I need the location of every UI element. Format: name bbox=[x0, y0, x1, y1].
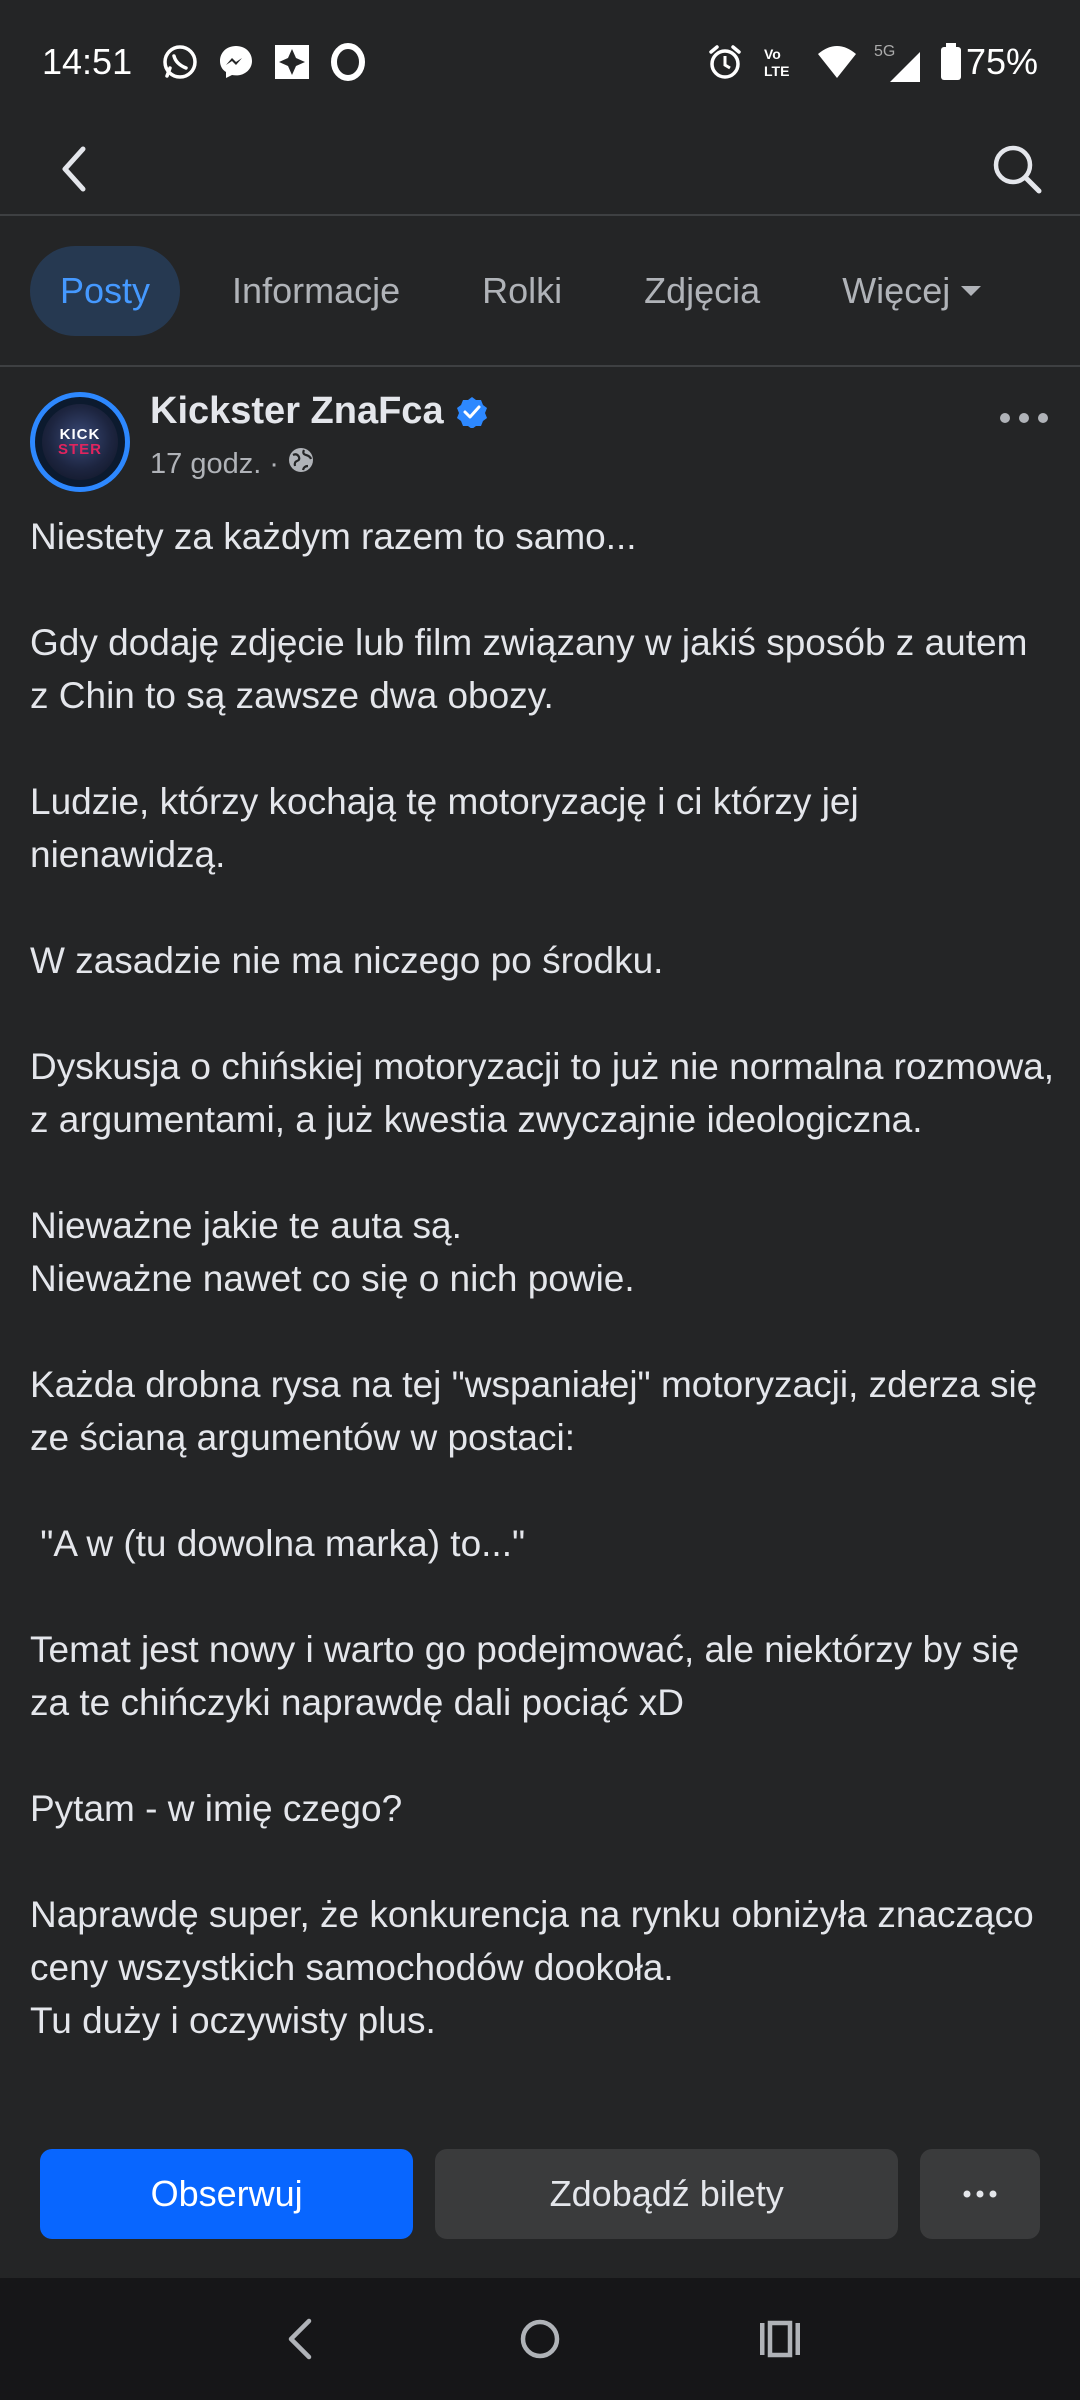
post-header bbox=[30, 390, 1050, 500]
avatar-text: KICK bbox=[59, 426, 101, 443]
alarm-icon bbox=[706, 43, 744, 81]
app-icon bbox=[272, 42, 312, 82]
tab-posts[interactable] bbox=[30, 246, 180, 336]
chevron-left-icon bbox=[285, 2317, 315, 2361]
verified-badge-icon bbox=[456, 396, 488, 428]
divider bbox=[0, 214, 1080, 216]
tab-about[interactable] bbox=[202, 246, 430, 336]
meta-separator: · bbox=[269, 447, 279, 480]
post-line: Nieważne nawet co się o nich powie. bbox=[30, 1258, 635, 1299]
avatar-logo bbox=[42, 404, 118, 480]
post-text bbox=[30, 510, 1065, 2047]
post-line: "A w (tu dowolna marka) to..." bbox=[30, 1523, 526, 1564]
caret-down-icon bbox=[958, 281, 984, 301]
post-line: Nieważne jakie te auta są. bbox=[30, 1205, 462, 1246]
post-meta bbox=[150, 446, 315, 482]
post-line: Niestety za każdym razem to samo... bbox=[30, 516, 637, 557]
whatsapp-icon bbox=[160, 42, 200, 82]
volte-icon bbox=[760, 43, 800, 81]
paragraph-spacer bbox=[30, 563, 1055, 616]
globe-icon bbox=[287, 446, 315, 482]
page-name[interactable] bbox=[150, 390, 488, 433]
post-line: Naprawdę super, że konkurencja na rynku obniżyła znacząco ceny wszystkich samochodów dookoła. bbox=[30, 1894, 1044, 1988]
post-line: Temat jest nowy i warto go podejmować, ale niektórzy by się za te chińczyki naprawdę dali pociąć xD bbox=[30, 1629, 1030, 1723]
post-line: W zasadzie nie ma niczego po środku. bbox=[30, 940, 664, 981]
post-time: 17 godz. bbox=[150, 447, 262, 480]
paragraph-spacer bbox=[30, 1570, 1055, 1623]
status-time: 14:51 bbox=[42, 41, 133, 82]
follow-button[interactable] bbox=[40, 2149, 413, 2239]
tab-bar bbox=[30, 246, 1080, 336]
system-home-button[interactable] bbox=[500, 2299, 580, 2379]
5g-signal-icon bbox=[874, 40, 924, 84]
search-icon bbox=[991, 143, 1043, 195]
svg-text:5G: 5G bbox=[873, 43, 896, 60]
paragraph-spacer bbox=[30, 1464, 1055, 1517]
tab-label: Informacje bbox=[232, 270, 401, 311]
paragraph-spacer bbox=[30, 1729, 1055, 1782]
tab-photos[interactable] bbox=[614, 246, 790, 336]
battery-level: 75% bbox=[965, 41, 1038, 82]
tab-label: Rolki bbox=[482, 270, 563, 311]
author-name: Kickster ZnaFca bbox=[150, 390, 444, 432]
battery-icon bbox=[940, 43, 962, 81]
status-right bbox=[690, 40, 1038, 84]
paragraph-spacer bbox=[30, 881, 1055, 934]
post-options-button[interactable] bbox=[994, 398, 1054, 438]
paragraph-spacer bbox=[30, 1305, 1055, 1358]
tab-label: Zdjęcia bbox=[644, 270, 761, 311]
tab-more[interactable] bbox=[812, 246, 1014, 336]
status-bar bbox=[0, 0, 1080, 124]
post-line: Pytam - w imię czego? bbox=[30, 1788, 403, 1829]
post-line: Dyskusja o chińskiej motoryzacji to już nie normalna rozmowa, z argumentami, a już kwestia zwyczajnie ideologiczna. bbox=[30, 1046, 1065, 1140]
recent-apps-icon bbox=[758, 2319, 802, 2359]
system-navigation-bar bbox=[0, 2278, 1080, 2400]
tab-label: Więcej bbox=[842, 270, 951, 311]
avatar-text: STER bbox=[57, 441, 102, 458]
avatar[interactable] bbox=[30, 392, 130, 492]
opera-icon bbox=[328, 42, 368, 82]
system-recents-button[interactable] bbox=[740, 2299, 820, 2379]
paragraph-spacer bbox=[30, 1146, 1055, 1199]
home-circle-icon bbox=[518, 2317, 562, 2361]
more-horizontal-icon bbox=[963, 2189, 997, 2199]
wifi-icon bbox=[816, 44, 858, 80]
paragraph-spacer bbox=[30, 1835, 1055, 1888]
messenger-icon bbox=[216, 42, 256, 82]
post-line: Ludzie, którzy kochają tę motoryzację i ci którzy jej nienawidzą. bbox=[30, 781, 869, 875]
status-left bbox=[42, 41, 384, 83]
post-line: Tu duży i oczywisty plus. bbox=[30, 2000, 436, 2041]
system-back-button[interactable] bbox=[260, 2299, 340, 2379]
tab-label: Posty bbox=[60, 270, 151, 311]
svg-text:LTE: LTE bbox=[763, 63, 790, 79]
top-nav bbox=[0, 124, 1080, 214]
paragraph-spacer bbox=[30, 987, 1055, 1040]
post-line: Gdy dodaję zdjęcie lub film związany w jakiś sposób z autem z Chin to są zawsze dwa obozy. bbox=[30, 622, 1038, 716]
post-line: Każda drobna rysa na tej "wspaniałej" motoryzacji, zderza się ze ścianą argumentów w postaci: bbox=[30, 1364, 1048, 1458]
paragraph-spacer bbox=[30, 722, 1055, 775]
get-tickets-button[interactable] bbox=[435, 2149, 898, 2239]
more-actions-button[interactable] bbox=[920, 2149, 1040, 2239]
divider bbox=[0, 365, 1080, 367]
follow-label: Obserwuj bbox=[150, 2173, 303, 2214]
tab-reels[interactable] bbox=[452, 246, 592, 336]
page-actions bbox=[40, 2149, 1040, 2239]
more-horizontal-icon bbox=[999, 412, 1049, 424]
search-button[interactable] bbox=[982, 134, 1052, 204]
svg-text:Vo: Vo bbox=[763, 46, 781, 62]
tickets-label: Zdobądź bilety bbox=[549, 2173, 784, 2214]
arrow-left-icon bbox=[55, 144, 95, 194]
back-button[interactable] bbox=[40, 134, 110, 204]
